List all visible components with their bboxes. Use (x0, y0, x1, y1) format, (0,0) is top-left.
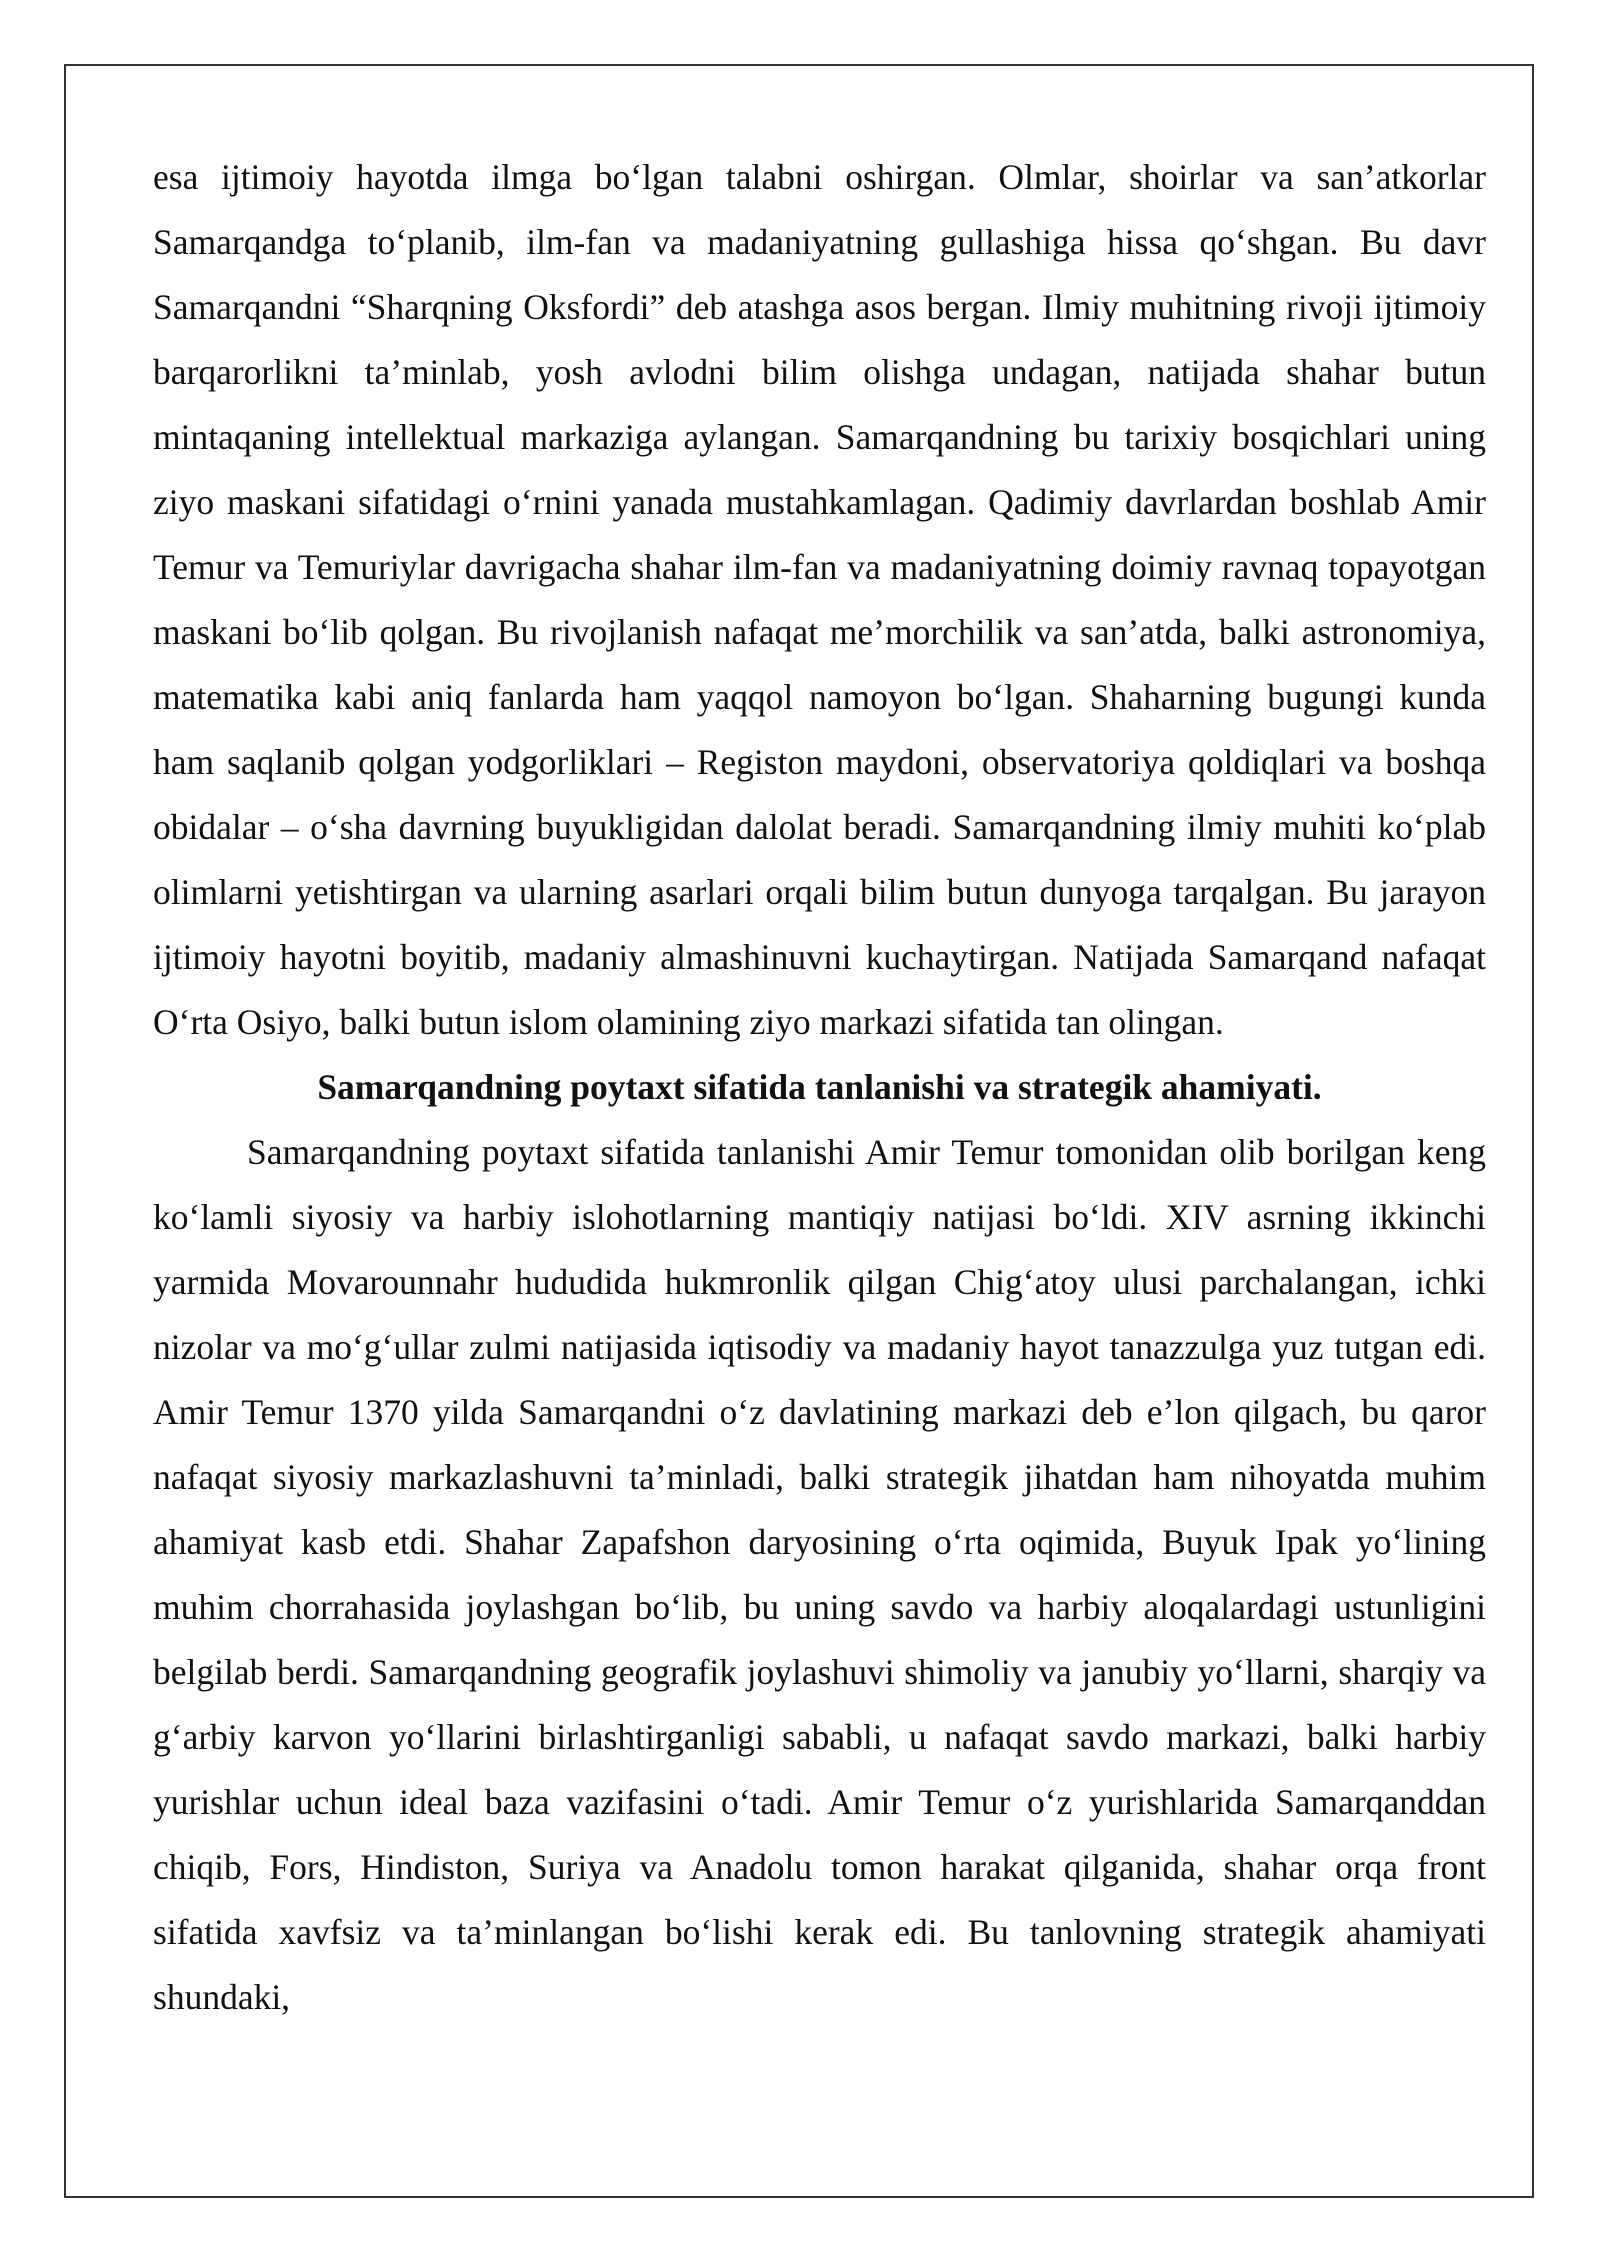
paragraph-section: Samarqandning poytaxt sifatida tanlanishi Amir Temur tomonidan olib borilgan keng ko‘lamli siyosiy va harbiy islohotlarning mantiqiy natijasi bo‘ldi. XIV asrning ikkinchi yarmida Movarounnahr hududida hukmronlik qilgan Chig‘atoy ulusi parchalangan, ichki nizolar va mo‘g‘ullar zulmi natijasida iqtisodiy va madaniy hayot tanazzulga yuz tutgan edi. Amir Temur 1370 yilda Samarqandni o‘z davlatining markazi deb e’lon qilgach, bu qaror nafaqat siyosiy markazlashuvni ta’minladi, balki strategik jihatdan ham nihoyatda muhim ahamiyat kasb etdi. Shahar Zapafshon daryosining o‘rta oqimida, Buyuk Ipak yo‘lining muhim chorrahasida joylashgan bo‘lib, bu uning savdo va harbiy aloqalardagi ustunligini belgilab berdi. Samarqandning geografik joylashuvi shimoliy va janubiy yo‘llarni, sharqiy va g‘arbiy karvon yo‘llarini birlashtirganligi sababli, u nafaqat savdo markazi, balki harbiy yurishlar uchun ideal baza vazifasini o‘tadi. Amir Temur o‘z yurishlarida Samarqanddan chiqib, Fors, Hindiston, Suriya va Anadolu tomon harakat qilganida, shahar orqa front sifatida xavfsiz va ta’minlangan bo‘lishi kerak edi. Bu tanlovning strategik ahamiyati shundaki, (153, 1132, 1486, 2017)
section-heading: Samarqandning poytaxt sifatida tanlanishi va strategik ahamiyati. (317, 1067, 1322, 1107)
paragraph-continuation: esa ijtimoiy hayotda ilmga bo‘lgan talabni oshirgan. Olmlar, shoirlar va san’atkorlar Samarqandga to‘planib, ilm-fan va madaniyatning gullashiga hissa qo‘shgan. Bu davr Samarqandni “Sharqning Oksfordi” deb atashga asos bergan. Ilmiy muhitning rivoji ijtimoiy barqarorlikni ta’minlab, yosh avlodni bilim olishga undagan, natijada shahar butun mintaqaning intellektual markaziga aylangan. Samarqandning bu tarixiy bosqichlari uning ziyo maskani sifatidagi o‘rnini yanada mustahkamlagan. Qadimiy davrlardan boshlab Amir Temur va Temuriylar davrigacha shahar ilm-fan va madaniyatning doimiy ravnaq topayotgan maskani bo‘lib qolgan. Bu rivojlanish nafaqat me’morchilik va san’atda, balki astronomiya, matematika kabi aniq fanlarda ham yaqqol namoyon bo‘lgan. Shaharning bugungi kunda ham saqlanib qolgan yodgorliklari – Registon maydoni, observatoriya qoldiqlari va boshqa obidalar – o‘sha davrning buyukligidan dalolat beradi. Samarqandning ilmiy muhiti ko‘plab olimlarni yetishtirgan va ularning asarlari orqali bilim butun dunyoga tarqalgan. Bu jarayon ijtimoiy hayotni boyitib, madaniy almashinuvni kuchaytirgan. Natijada Samarqand nafaqat O‘rta Osiyo, balki butun islom olamining ziyo markazi sifatida tan olingan. (153, 157, 1486, 1042)
document-body (153, 145, 1486, 2030)
